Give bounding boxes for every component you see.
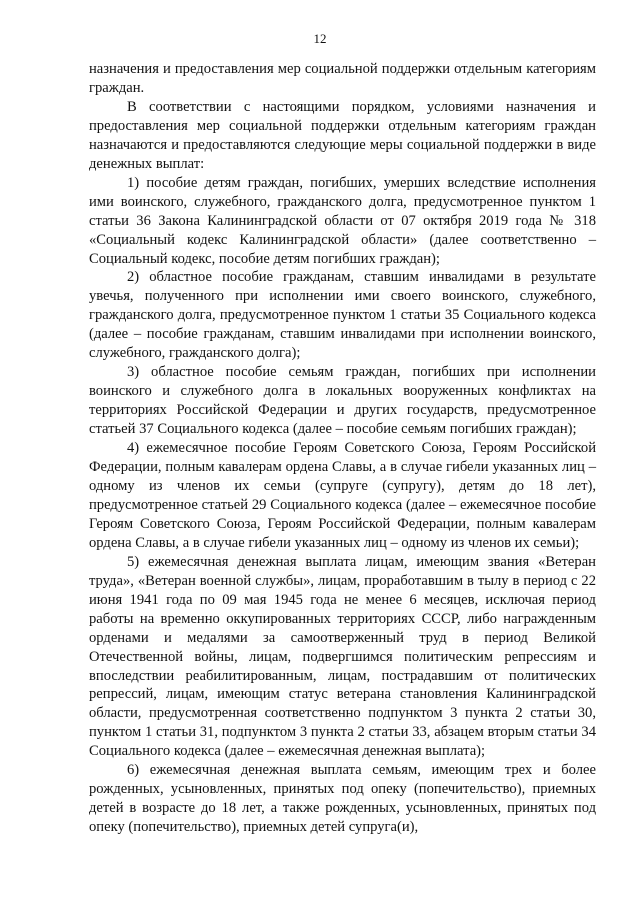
list-item-4: 4) ежемесячное пособие Героям Советского Союза, Героям Российской Федерации, полным кавалерам ордена Славы, а в случае гибели указанных лиц – одному из членов их семьи (супруге (супругу), детям до 18 лет), предусмотренное статьей 29 Социального кодекса (далее – ежемесячное пособие Героям Советского Союза, Героям Российской Федерации, полным кавалерам ордена Славы, а в случае гибели указанных лиц – одному из членов их семьи);	[89, 440, 596, 551]
page-number: 12	[313, 31, 327, 46]
document-body	[89, 60, 596, 837]
list-item-1: 1) пособие детям граждан, погибших, умерших вследствие исполнения ими воинского, служебного, гражданского долга, предусмотренное пунктом 1 статьи 36 Закона Калининградской области от 07 октября 2019 года № 318 «Социальный кодекс Калининградской области» (далее соответственно – Социальный кодекс, пособие детям погибших граждан);	[89, 174, 596, 267]
list-item-3: 3) областное пособие семьям граждан, погибших при исполнении воинского и служебного долга в локальных вооруженных конфликтах на территориях Российской Федерации и других государств, предусмотренное статьей 37 Социального кодекса (далее – пособие семьям погибших граждан);	[89, 364, 596, 438]
list-item-5: 5) ежемесячная денежная выплата лицам, имеющим звания «Ветеран труда», «Ветеран военной службы», лицам, проработавшим в тылу в период с 22 июня 1941 года по 09 мая 1945 года не менее 6 месяцев, исключая период работы на временно оккупированных территориях СССР, либо награжденным орденами и медалями за самоотверженный труд в период Великой Отечественной войны, лицам, подвергшимся политическим репрессиям и впоследствии реабилитированным, лицам, пострадавшим от политических репрессий, лицам, имеющим статус ветерана становления Калининградской области, предусмотренная соответственно подпунктом 3 пункта 2 статьи 30, пунктом 1 статьи 31, подпунктом 3 пункта 2 статьи 33, абзацем вторым статьи 34 Социального кодекса (далее – ежемесячная денежная выплата);	[89, 553, 596, 760]
paragraph-continuation: назначения и предоставления мер социальной поддержки отдельным категориям граждан.	[89, 61, 596, 96]
list-item-6: 6) ежемесячная денежная выплата семьям, имеющим трех и более рожденных, усыновленных, принятых под опеку (попечительство), приемных детей в возрасте до 18 лет, а также рожденных, усыновленных, принятых под опеку (попечительство), приемных детей супруга(и),	[89, 762, 596, 836]
list-item-2: 2) областное пособие гражданам, ставшим инвалидами в результате увечья, полученного при исполнении ими своего воинского, служебного, гражданского долга, предусмотренное пунктом 1 статьи 35 Социального кодекса (далее – пособие гражданам, ставшим инвалидами при исполнении воинского, служебного, гражданского долга);	[89, 269, 596, 362]
paragraph-intro: В соответствии с настоящими порядком, условиями назначения и предоставления мер социальной поддержки отдельным категориям граждан назначаются и предоставляются следующие меры социальной поддержки в виде денежных выплат:	[89, 98, 596, 172]
